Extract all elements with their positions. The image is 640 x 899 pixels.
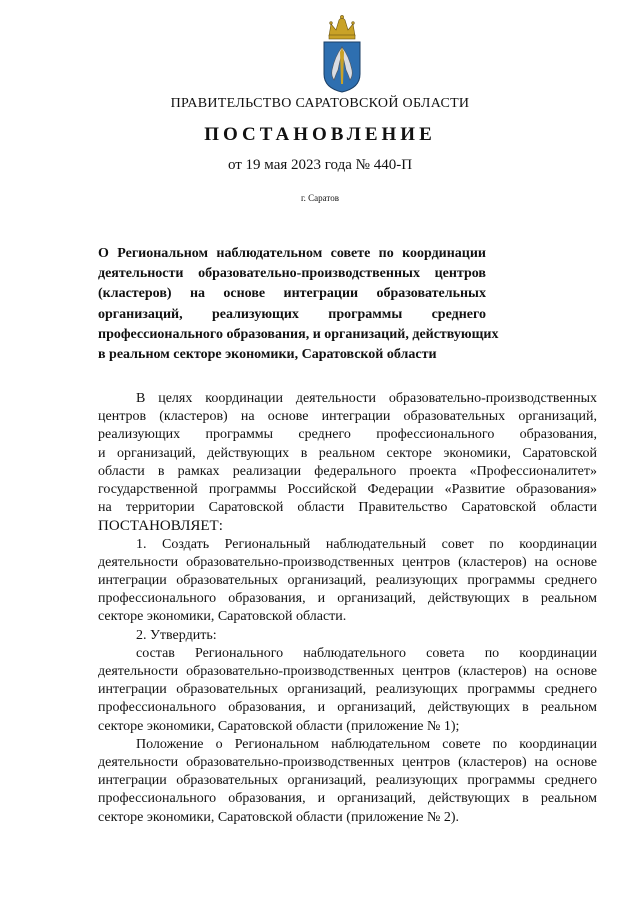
item-1-line: интеграции образовательных организаций, реализующих программы среднего <box>98 573 597 589</box>
item-1-line: деятельности образовательно-производственных центров (кластеров) на основе <box>98 554 597 570</box>
subject-line: организаций, реализующих программы среднего <box>98 306 486 322</box>
document-subject <box>98 244 499 365</box>
item-1-paragraph <box>98 536 597 627</box>
item-1-line: профессионального образования, и организаций, действующих в реальном <box>98 591 597 607</box>
preamble-line: центров (кластеров) на основе интеграции образовательных организаций, <box>98 409 597 425</box>
document-body <box>98 390 597 827</box>
preamble-line: В целях координации деятельности образовательно-производственных <box>136 391 597 406</box>
item-2-heading: 2. Утвердить: <box>136 627 217 643</box>
document-date-number: от 19 мая 2023 года № 440-П <box>227 157 413 173</box>
preamble-line: реализующих программы среднего профессионального образования, <box>98 427 597 443</box>
document-type-title: ПОСТАНОВЛЕНИЕ <box>204 124 436 145</box>
composition-line: интеграции образовательных организаций, реализующих программы среднего <box>98 682 597 698</box>
regulation-line: интеграции образовательных организаций, реализующих программы среднего <box>98 773 597 789</box>
item-2-paragraph <box>98 627 597 827</box>
preamble-line: области в рамках реализации федерального проекта «Профессионалитет» <box>98 463 597 479</box>
regulation-line: Положение о Региональном наблюдательном совете по координации <box>136 736 597 752</box>
regulation-line: деятельности образовательно-производственных центров (кластеров) на основе <box>98 755 597 771</box>
subject-line: деятельности образовательно-производственных центров <box>98 266 486 282</box>
preamble-line: и организаций, действующих в реальном секторе экономики, Саратовской <box>98 445 597 461</box>
subject-line: О Региональном наблюдательном совете по координации <box>98 246 486 261</box>
decree-word: ПОСТАНОВЛЯЕТ: <box>98 518 223 535</box>
subject-line: профессионального образования, и организаций, действующих <box>98 326 499 342</box>
subject-line: (кластеров) на основе интеграции образовательных <box>98 286 486 302</box>
preamble-line: на территории Саратовской области Правительство Саратовской области <box>98 500 597 516</box>
document-city: г. Саратов <box>301 193 339 203</box>
item-1-line: секторе экономики, Саратовской области. <box>98 609 347 625</box>
government-name: ПРАВИТЕЛЬСТВО САРАТОВСКОЙ ОБЛАСТИ <box>170 96 470 111</box>
composition-line: состав Регионального наблюдательного совета по координации <box>136 645 597 661</box>
subject-line: в реальном секторе экономики, Саратовской области <box>98 347 437 363</box>
item-1-line: 1. Создать Региональный наблюдательный совет по координации <box>136 536 597 552</box>
regulation-line: профессионального образования, и организаций, действующих в реальном <box>98 791 597 807</box>
preamble-paragraph <box>98 390 597 536</box>
coat-of-arms-icon <box>319 14 365 94</box>
regulation-line: секторе экономики, Саратовской области (приложение № 2). <box>98 809 459 825</box>
composition-line: секторе экономики, Саратовской области (приложение № 1); <box>98 718 460 734</box>
preamble-line: государственной программы Российской Федерации «Развитие образования» <box>98 482 597 498</box>
composition-line: деятельности образовательно-производственных центров (кластеров) на основе <box>98 664 597 680</box>
composition-line: профессионального образования, и организаций, действующих в реальном <box>98 700 597 716</box>
